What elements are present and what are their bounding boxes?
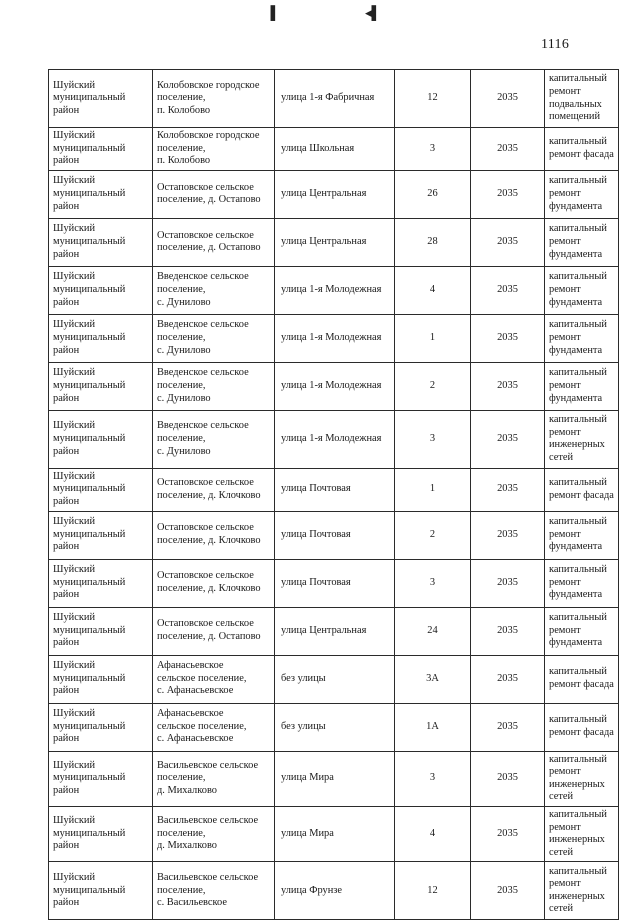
table-row (49, 170, 619, 218)
work-type-line: ремонт (549, 187, 581, 199)
street-cell: улица 1-я Молодежная (275, 314, 395, 362)
table-row (49, 128, 619, 171)
settlement-line: сельское поселение, (157, 672, 247, 684)
work-type-line: инженерных (549, 439, 605, 451)
work-type-line: фундамента (549, 589, 603, 601)
house-number-cell: 1А (395, 703, 471, 751)
house-number-cell: 3 (395, 559, 471, 607)
work-type-line: ремонт (549, 528, 581, 540)
table-row (49, 559, 619, 607)
house-number-cell: 3 (395, 751, 471, 806)
work-type-line: фундамента (549, 344, 603, 356)
work-type-cell (545, 703, 619, 751)
settlement-line: д. Михалково (157, 785, 217, 797)
street-cell: улица Фрунзе (275, 862, 395, 920)
settlement-line: п. Колобово (157, 155, 211, 167)
work-type-line: капитальный (549, 808, 607, 820)
settlement-line: поселение, д. Клочково (157, 489, 261, 501)
settlement-line: д. Михалково (157, 840, 217, 852)
table-row (49, 410, 619, 468)
settlement-line: с. Афанасьевское (157, 685, 234, 697)
district-cell: Шуйский муниципальный район (49, 703, 153, 751)
work-type-line: ремонт (549, 331, 581, 343)
district-cell: Шуйский муниципальный район (49, 314, 153, 362)
work-type-cell (545, 468, 619, 511)
year-cell: 2035 (471, 218, 545, 266)
settlement-cell (153, 806, 275, 861)
table-body (49, 70, 619, 920)
year-cell: 2035 (471, 607, 545, 655)
table-row (49, 362, 619, 410)
work-type-line: капитальный (549, 73, 607, 85)
work-type-cell (545, 410, 619, 468)
house-number-cell: 1 (395, 314, 471, 362)
work-type-line: фундамента (549, 637, 603, 649)
work-type-cell (545, 511, 619, 559)
house-number-cell: 12 (395, 862, 471, 920)
settlement-line: Остаповское сельское (157, 522, 254, 534)
street-cell: улица Почтовая (275, 511, 395, 559)
work-type-line: капитальный (549, 666, 607, 678)
settlement-line: с. Васильевское (157, 897, 227, 909)
settlement-line: поселение, (157, 884, 206, 896)
work-type-line: капитальный (549, 175, 607, 187)
settlement-cell (153, 607, 275, 655)
repair-schedule-table (48, 69, 619, 920)
work-type-line: сетей (549, 451, 574, 463)
settlement-line: поселение, д. Остапово (157, 242, 261, 254)
settlement-line: поселение, (157, 92, 206, 104)
settlement-line: Васильевское сельское (157, 815, 259, 827)
district-cell: Шуйский муниципальный район (49, 128, 153, 171)
street-cell: улица Центральная (275, 607, 395, 655)
district-cell: Шуйский муниципальный район (49, 607, 153, 655)
work-type-line: фундамента (549, 200, 603, 212)
settlement-line: поселение, (157, 379, 206, 391)
street-cell: улица Центральная (275, 170, 395, 218)
year-cell: 2035 (471, 410, 545, 468)
settlement-line: Остаповское сельское (157, 229, 254, 241)
work-type-line: сетей (549, 903, 574, 915)
table-row (49, 511, 619, 559)
settlement-line: поселение, (157, 432, 206, 444)
work-type-cell (545, 70, 619, 128)
year-cell: 2035 (471, 314, 545, 362)
table-row (49, 607, 619, 655)
settlement-line: поселение, (157, 283, 206, 295)
work-type-line: ремонт (549, 85, 581, 97)
settlement-cell (153, 410, 275, 468)
house-number-cell: 1 (395, 468, 471, 511)
year-cell: 2035 (471, 70, 545, 128)
house-number-cell: 24 (395, 607, 471, 655)
district-cell: Шуйский муниципальный район (49, 655, 153, 703)
settlement-line: поселение, д. Клочково (157, 535, 261, 547)
work-type-line: ремонт (549, 576, 581, 588)
table-row (49, 703, 619, 751)
house-number-cell: 3 (395, 410, 471, 468)
work-type-line: ремонт (549, 766, 581, 778)
settlement-cell (153, 70, 275, 128)
work-type-line: ремонт (549, 624, 581, 636)
work-type-line: капитальный (549, 271, 607, 283)
settlement-line: Афанасьевское (157, 708, 224, 720)
settlement-line: поселение, (157, 142, 206, 154)
house-number-cell: 4 (395, 806, 471, 861)
year-cell: 2035 (471, 703, 545, 751)
work-type-line: капитальный (549, 516, 607, 528)
work-type-line: ремонт фасада (549, 489, 614, 501)
house-number-cell: 3А (395, 655, 471, 703)
settlement-line: Остаповское сельское (157, 477, 254, 489)
settlement-line: Васильевское сельское (157, 871, 259, 883)
scan-mark-right: ◂▌ (365, 5, 381, 20)
work-type-line: капитальный (549, 367, 607, 379)
settlement-line: поселение, д. Остапово (157, 194, 261, 206)
street-cell: улица 1-я Молодежная (275, 362, 395, 410)
district-cell: Шуйский муниципальный район (49, 468, 153, 511)
settlement-line: Введенское сельское (157, 420, 249, 432)
street-cell: без улицы (275, 703, 395, 751)
house-number-cell: 4 (395, 266, 471, 314)
table-row (49, 655, 619, 703)
work-type-line: капитальный (549, 714, 607, 726)
district-cell: Шуйский муниципальный район (49, 751, 153, 806)
scan-mark-left: ▐ (266, 5, 276, 20)
settlement-cell (153, 862, 275, 920)
year-cell: 2035 (471, 128, 545, 171)
settlement-line: Введенское сельское (157, 367, 249, 379)
work-type-cell (545, 218, 619, 266)
settlement-cell (153, 218, 275, 266)
work-type-cell (545, 266, 619, 314)
work-type-cell (545, 314, 619, 362)
work-type-line: инженерных (549, 778, 605, 790)
settlement-line: поселение, д. Клочково (157, 583, 261, 595)
work-type-line: сетей (549, 791, 574, 803)
year-cell: 2035 (471, 862, 545, 920)
settlement-cell (153, 266, 275, 314)
table-row (49, 751, 619, 806)
district-cell: Шуйский муниципальный район (49, 266, 153, 314)
street-cell: без улицы (275, 655, 395, 703)
district-cell: Шуйский муниципальный район (49, 70, 153, 128)
district-cell: Шуйский муниципальный район (49, 362, 153, 410)
house-number-cell: 28 (395, 218, 471, 266)
year-cell: 2035 (471, 468, 545, 511)
settlement-cell (153, 703, 275, 751)
street-cell: улица Почтовая (275, 559, 395, 607)
table-row (49, 806, 619, 861)
street-cell: улица Школьная (275, 128, 395, 171)
work-type-line: ремонт фасада (549, 679, 614, 691)
work-type-line: инженерных (549, 890, 605, 902)
district-cell: Шуйский муниципальный район (49, 806, 153, 861)
work-type-line: фундамента (549, 541, 603, 553)
work-type-line: подвальных (549, 98, 602, 110)
settlement-line: с. Афанасьевское (157, 733, 234, 745)
work-type-line: сетей (549, 846, 574, 858)
settlement-cell (153, 751, 275, 806)
work-type-line: капитальный (549, 414, 607, 426)
settlement-cell (153, 170, 275, 218)
work-type-line: капитальный (549, 865, 607, 877)
work-type-cell (545, 806, 619, 861)
settlement-line: Остаповское сельское (157, 181, 254, 193)
settlement-cell (153, 468, 275, 511)
work-type-line: капитальный (549, 477, 607, 489)
work-type-line: капитальный (549, 136, 607, 148)
page-number: 1116 (541, 37, 570, 52)
work-type-line: капитальный (549, 753, 607, 765)
settlement-cell (153, 128, 275, 171)
district-cell: Шуйский муниципальный район (49, 862, 153, 920)
settlement-line: п. Колобово (157, 104, 211, 116)
year-cell: 2035 (471, 751, 545, 806)
settlement-cell (153, 559, 275, 607)
work-type-line: капитальный (549, 223, 607, 235)
settlement-line: Введенское сельское (157, 271, 249, 283)
settlement-line: Введенское сельское (157, 319, 249, 331)
settlement-line: Афанасьевское (157, 660, 224, 672)
work-type-line: капитальный (549, 564, 607, 576)
work-type-line: ремонт (549, 878, 581, 890)
year-cell: 2035 (471, 266, 545, 314)
work-type-cell (545, 559, 619, 607)
work-type-line: инженерных (549, 834, 605, 846)
settlement-cell (153, 362, 275, 410)
settlement-line: поселение, д. Остапово (157, 631, 261, 643)
settlement-line: Остаповское сельское (157, 618, 254, 630)
work-type-line: фундамента (549, 296, 603, 308)
work-type-cell (545, 362, 619, 410)
settlement-line: Васильевское сельское (157, 759, 259, 771)
settlement-line: Колобовское городское (157, 79, 260, 91)
house-number-cell: 26 (395, 170, 471, 218)
work-type-cell (545, 170, 619, 218)
work-type-line: ремонт (549, 235, 581, 247)
house-number-cell: 3 (395, 128, 471, 171)
house-number-cell: 2 (395, 362, 471, 410)
work-type-line: ремонт (549, 379, 581, 391)
settlement-line: сельское поселение, (157, 720, 247, 732)
settlement-line: Остаповское сельское (157, 570, 254, 582)
work-type-cell (545, 862, 619, 920)
work-type-line: капитальный (549, 612, 607, 624)
work-type-line: фундамента (549, 248, 603, 260)
street-cell: улица Мира (275, 751, 395, 806)
work-type-line: ремонт фасада (549, 727, 614, 739)
settlement-cell (153, 314, 275, 362)
work-type-cell (545, 607, 619, 655)
street-cell: улица 1-я Фабричная (275, 70, 395, 128)
work-type-cell (545, 128, 619, 171)
street-cell: улица Мира (275, 806, 395, 861)
house-number-cell: 12 (395, 70, 471, 128)
settlement-line: Колобовское городское (157, 130, 260, 141)
district-cell: Шуйский муниципальный район (49, 559, 153, 607)
year-cell: 2035 (471, 170, 545, 218)
year-cell: 2035 (471, 806, 545, 861)
district-cell: Шуйский муниципальный район (49, 511, 153, 559)
work-type-line: ремонт фасада (549, 148, 614, 160)
district-cell: Шуйский муниципальный район (49, 410, 153, 468)
table-row (49, 70, 619, 128)
year-cell: 2035 (471, 362, 545, 410)
year-cell: 2035 (471, 559, 545, 607)
settlement-line: поселение, (157, 772, 206, 784)
table-row (49, 468, 619, 511)
settlement-line: с. Дунилово (157, 344, 211, 356)
table-row (49, 314, 619, 362)
work-type-cell (545, 751, 619, 806)
year-cell: 2035 (471, 655, 545, 703)
table-row (49, 218, 619, 266)
work-type-cell (545, 655, 619, 703)
settlement-line: с. Дунилово (157, 392, 211, 404)
table-row (49, 266, 619, 314)
street-cell: улица Почтовая (275, 468, 395, 511)
year-cell: 2035 (471, 511, 545, 559)
work-type-line: капитальный (549, 319, 607, 331)
work-type-line: ремонт (549, 283, 581, 295)
settlement-line: с. Дунилово (157, 296, 211, 308)
table-row (49, 862, 619, 920)
settlement-line: поселение, (157, 331, 206, 343)
street-cell: улица 1-я Молодежная (275, 410, 395, 468)
street-cell: улица Центральная (275, 218, 395, 266)
street-cell: улица 1-я Молодежная (275, 266, 395, 314)
settlement-line: с. Дунилово (157, 445, 211, 457)
work-type-line: ремонт (549, 821, 581, 833)
district-cell: Шуйский муниципальный район (49, 218, 153, 266)
settlement-cell (153, 655, 275, 703)
work-type-line: ремонт (549, 426, 581, 438)
house-number-cell: 2 (395, 511, 471, 559)
district-cell: Шуйский муниципальный район (49, 170, 153, 218)
settlement-cell (153, 511, 275, 559)
work-type-line: помещений (549, 111, 601, 123)
work-type-line: фундамента (549, 392, 603, 404)
settlement-line: поселение, (157, 827, 206, 839)
